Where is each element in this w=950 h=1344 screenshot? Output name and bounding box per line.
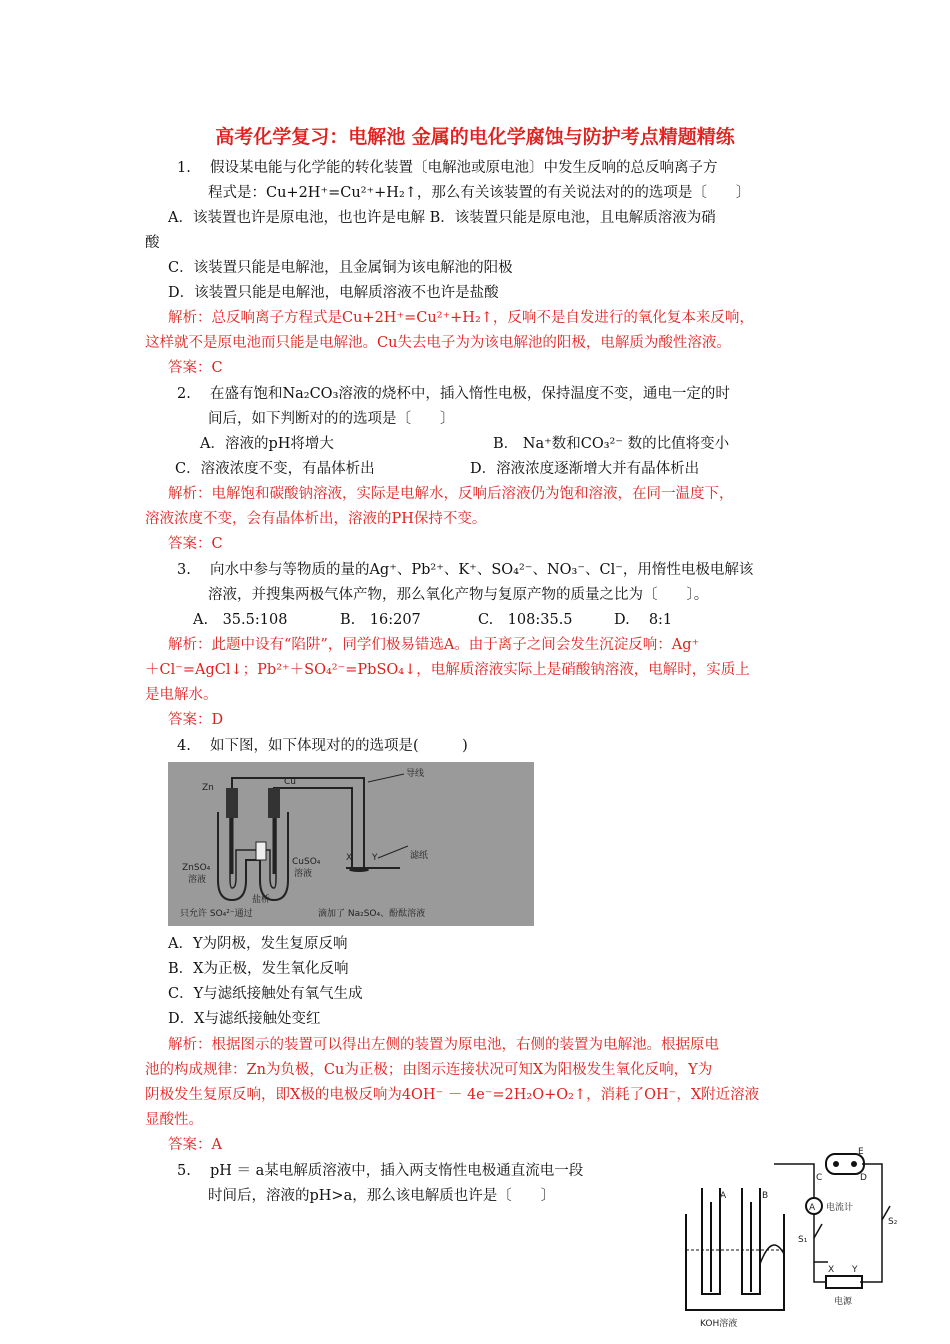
cuso4-soln-label: 溶液	[294, 869, 313, 879]
q1-stem-line1: 1. 假设某电能与化学能的转化装置〔电解池或原电池〕中发生反响的总反响离子方	[177, 160, 718, 176]
beaker	[686, 1214, 784, 1310]
switch-s1	[814, 1224, 822, 1238]
label-e: E	[858, 1147, 864, 1157]
zn-electrode-cap	[226, 788, 238, 818]
label-x: X	[828, 1265, 835, 1275]
ammeter-label: 电流计	[826, 1203, 854, 1213]
power-source	[826, 1276, 862, 1288]
q1-option-c: C．该装置只能是电解池，且金属铜为该电解池的阳极	[168, 260, 513, 276]
q2-option-b: B． Na⁺数和CO₃²⁻ 数的比值将变小	[493, 436, 730, 452]
q3-stem-line2: 溶液，并搜集两极气体产物，那么氧化产物与复原产物的质量之比为〔 〕。	[208, 587, 709, 603]
q4-option-b: B．X为正极，发生氧化反响	[168, 961, 349, 977]
q1-answer: 答案：C	[168, 360, 223, 376]
q1-explanation-line2: 这样就不是原电池而只能是电解池。Cu失去电子为为该电解池的阳极，电解质为酸性溶液。	[145, 335, 731, 351]
q4-answer: 答案：A	[168, 1137, 222, 1153]
label-d: D	[860, 1173, 867, 1183]
q2-stem-line2: 间后，如下判断对的的选项是〔 〕	[208, 411, 455, 427]
q2-stem-line1: 2. 在盛有饱和Na₂CO₃溶液的烧杯中，插入惰性电极，保持温度不变，通电一定的时	[177, 386, 730, 402]
koh-electrolysis-figure	[676, 1142, 910, 1330]
q4-explanation-line2: 池的构成规律：Zn为负极，Cu为正极；由图示连接状况可知X为阳极发生氧化反响，Y为	[145, 1062, 713, 1078]
filter-paper-label: 滤纸	[410, 851, 429, 861]
label-c: C	[816, 1173, 823, 1183]
q1-option-d: D．该装置只能是电解池，电解质溶液不也许是盐酸	[168, 285, 499, 301]
q3-option-b: B. 16:207	[340, 612, 421, 628]
q4-option-a: A．Y为阴极，发生复原反响	[168, 936, 348, 952]
page-title: 高考化学复习：电解池 金属的电化学腐蚀与防护考点精题精练	[215, 126, 735, 148]
cu-label: Cu	[284, 777, 296, 787]
cuso4-label: CuSO₄	[292, 857, 321, 867]
component-e	[826, 1154, 864, 1174]
q4-explanation-line1: 解析：根据图示的装置可以得出左侧的装置为原电池，右侧的装置为电解池。根据原电	[168, 1037, 719, 1053]
znso4-label: ZnSO₄	[182, 863, 211, 873]
source-label: 电源	[834, 1297, 853, 1307]
q1-explanation-line1: 解析：总反响离子方程式是Cu+2H⁺=Cu²⁺+H₂↑，反响不是自发进行的氧化复本来反响，	[168, 310, 754, 326]
cu-electrode-cap	[268, 788, 280, 818]
q1-stem-line2: 程式是：Cu+2H⁺=Cu²⁺+H₂↑，那么有关该装置的有关说法对的的选项是〔 〕	[208, 185, 751, 201]
q4-option-c: C．Y与滤纸接触处有氧气生成	[168, 986, 363, 1002]
q2-explanation-line2: 溶液浓度不变，会有晶体析出，溶液的PH保持不变。	[145, 511, 487, 527]
salt-bridge-label: 盐桥	[252, 895, 271, 905]
q3-option-d: D. 8:1	[614, 612, 673, 628]
q2-option-a: A．溶液的pH将增大	[200, 436, 334, 452]
zn-label: Zn	[202, 783, 214, 793]
q3-answer: 答案：D	[168, 712, 224, 728]
q3-explanation-line1: 解析：此题中设有“陷阱”，同学们极易错选A。由于离子之间会发生沉淀反响：Ag⁺	[168, 637, 700, 653]
ammeter-a: A	[809, 1203, 816, 1213]
galvanic-electrolysis-figure	[168, 762, 534, 926]
q2-answer: 答案：C	[168, 536, 223, 552]
y-label: Y	[372, 853, 378, 863]
q1-option-ab-line1: A．该装置也许是原电池，也也许是电解 B．该装置只能是原电池，且电解质溶液为硝	[168, 210, 716, 226]
label-s1: S₁	[798, 1235, 808, 1245]
label-a: A	[720, 1191, 727, 1201]
q4-explanation-line4: 显酸性。	[145, 1112, 203, 1128]
label-y: Y	[852, 1265, 858, 1275]
koh-label: KOH溶液	[700, 1319, 738, 1329]
q4-explanation-line3: 阴极发生复原反响，即X极的电极反响为4OH⁻ － 4e⁻=2H₂O+O₂↑，消耗了OH⁻，X附近溶液	[145, 1087, 760, 1103]
x-label: X	[346, 853, 353, 863]
q3-explanation-line2: ＋Cl⁻=AgCl↓；Pb²⁺＋SO₄²⁻=PbSO₄↓，电解质溶液实际上是硝酸钠溶液，电解时，实质上	[145, 662, 750, 678]
znso4-soln-label: 溶液	[188, 875, 207, 885]
q2-option-d: D．溶液浓度逐渐增大并有晶体析出	[470, 461, 700, 477]
q5-stem-line2: 时间后，溶液的pH>a，那么该电解质也许是〔 〕	[208, 1188, 556, 1204]
salt-bridge-note: 只允许 SO₄²⁻通过	[180, 909, 253, 919]
q2-explanation-line1: 解析：电解饱和碳酸钠溶液，实际是电解水，反响后溶液仍为饱和溶液，在同一温度下，	[168, 486, 734, 502]
label-s2: S₂	[888, 1217, 898, 1227]
q4-stem: 4. 如下图，如下体现对的的选项是( )	[177, 738, 468, 754]
q1-option-ab-line2: 酸	[145, 235, 160, 251]
q3-option-c: C. 108:35.5	[478, 612, 573, 628]
q3-stem-line1: 3. 向水中参与等物质的量的Ag⁺、Pb²⁺、K⁺、SO₄²⁻、NO₃⁻、Cl⁻，用惰性电极电解该	[177, 562, 754, 578]
q4-option-d: D．X与滤纸接触处变红	[168, 1011, 321, 1027]
q5-stem-line1: 5. pH ＝ a某电解质溶液中，插入两支惰性电极通直流电一段	[177, 1163, 584, 1179]
filter-paper-note: 滴加了 Na₂SO₄、酚酞溶液	[318, 909, 426, 919]
label-b: B	[762, 1191, 769, 1201]
q3-explanation-line3: 是电解水。	[145, 687, 218, 703]
q2-option-c: C．溶液浓度不变，有晶体析出	[175, 461, 375, 477]
wire-label: 导线	[406, 769, 425, 779]
salt-bridge	[256, 842, 266, 860]
q3-option-a: A. 35.5:108	[193, 612, 288, 628]
